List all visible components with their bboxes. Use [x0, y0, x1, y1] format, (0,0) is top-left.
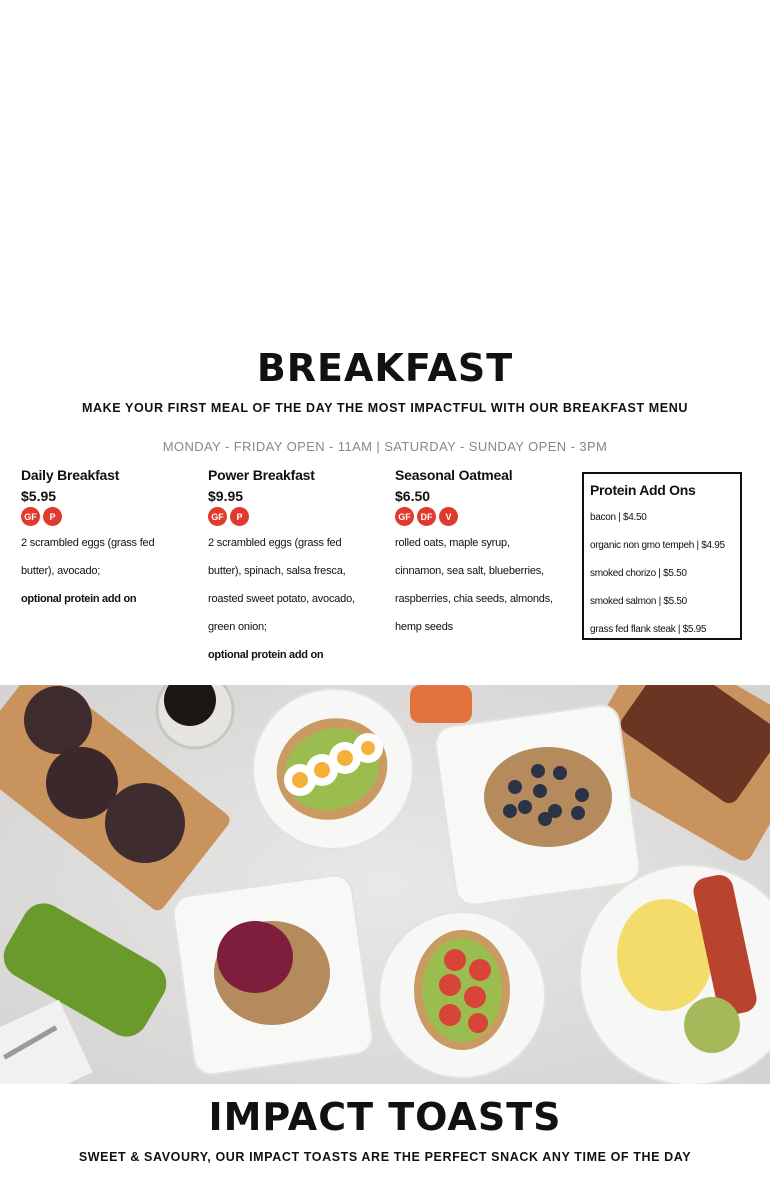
paleo-badge: P [230, 507, 249, 526]
item-desc-line: raspberries, chia seeds, almonds, [395, 593, 553, 605]
opening-hours: MONDAY - FRIDAY OPEN - 11AM | SATURDAY - SUNDAY OPEN - 3PM [162, 439, 608, 454]
breakfast-food-photo [0, 685, 770, 1084]
item-name: Power Breakfast [208, 467, 315, 483]
addon-item: organic non gmo tempeh | $4.95 [590, 540, 725, 551]
gluten-free-badge: GF [208, 507, 227, 526]
blueberry-toast-plate [433, 703, 641, 907]
tomato-toast-plate [379, 912, 545, 1078]
addon-item: grass fed flank steak | $5.95 [590, 624, 707, 635]
menu-item-seasonal-oatmeal [395, 467, 565, 641]
juice-jar [410, 685, 472, 723]
vegan-badge: V [439, 507, 458, 526]
gluten-free-badge: GF [395, 507, 414, 526]
impact-toasts-title: IMPACT TOASTS [208, 1095, 562, 1139]
breakfast-title: BREAKFAST [256, 346, 514, 390]
menu-item-power-breakfast [208, 467, 378, 669]
addons-title: Protein Add Ons [590, 482, 696, 498]
item-desc-line: hemp seeds [395, 621, 453, 633]
item-name: Seasonal Oatmeal [395, 467, 513, 483]
item-desc-line: butter), spinach, salsa fresca, [208, 565, 346, 577]
dairy-free-badge: DF [417, 507, 436, 526]
paleo-badge: P [43, 507, 62, 526]
addon-item: bacon | $4.50 [590, 512, 647, 523]
item-price: $5.95 [21, 488, 57, 504]
gluten-free-badge: GF [21, 507, 40, 526]
item-desc-line: butter), avocado; [21, 565, 101, 577]
item-desc-line: cinnamon, sea salt, blueberries, [395, 565, 544, 577]
addon-item: smoked chorizo | $5.50 [590, 568, 687, 579]
item-option: optional protein add on [208, 649, 324, 661]
jam-toast-plate [171, 873, 374, 1076]
impact-toasts-subtitle: SWEET & SAVOURY, OUR IMPACT TOASTS ARE THE PERFECT SNACK ANY TIME OF THE DAY [78, 1150, 692, 1164]
item-price: $6.50 [395, 488, 431, 504]
item-desc-line: rolled oats, maple syrup, [395, 537, 510, 549]
addon-item: smoked salmon | $5.50 [590, 596, 687, 607]
item-desc-line: 2 scrambled eggs (grass fed [21, 537, 155, 549]
egg-toast-plate [253, 689, 413, 849]
breakfast-subtitle: MAKE YOUR FIRST MEAL OF THE DAY THE MOST IMPACTFUL WITH OUR BREAKFAST MENU [82, 401, 688, 415]
item-desc-line: green onion; [208, 621, 267, 633]
item-name: Daily Breakfast [21, 467, 120, 483]
item-desc-line: roasted sweet potato, avocado, [208, 593, 355, 605]
item-desc-line: 2 scrambled eggs (grass fed [208, 537, 342, 549]
protein-addons-box [582, 472, 742, 640]
menu-item-daily-breakfast [21, 467, 191, 613]
item-price: $9.95 [208, 488, 244, 504]
item-option: optional protein add on [21, 593, 137, 605]
